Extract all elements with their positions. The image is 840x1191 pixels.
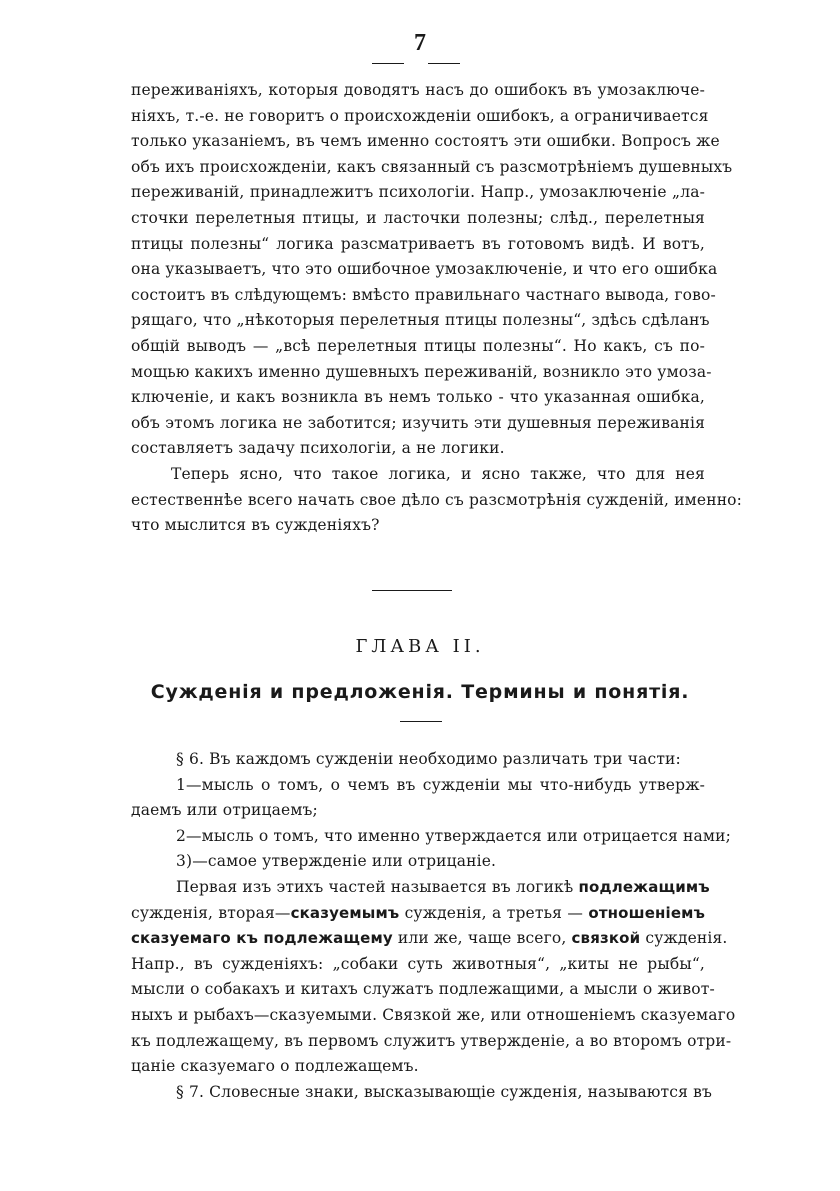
term-predicate: сказуемымъ [290, 903, 400, 922]
chapter-label: ГЛАВА II. [355, 636, 485, 657]
text-line: переживаній, принадлежитъ психологіи. Напр., умозаключеніе „ла- [131, 183, 705, 202]
text-line: объ этомъ логика не заботится; изучить эти душевныя переживанія [131, 413, 705, 432]
list-item-1: 1—мысль о томъ, о чемъ въ сужденіи мы что-нибудь утверж- [176, 775, 705, 794]
text-line: она указываетъ, что это ошибочное умозаключеніе, и что его ошибка [131, 260, 718, 279]
text-line: ключеніе, и какъ возникла въ немъ только - что указанная ошибка, [131, 388, 705, 407]
term-relation-cont: сказуемаго къ подлежащему [131, 929, 393, 948]
list-item-3: 3)—самое утвержденіе или отрицаніе. [176, 852, 497, 871]
text-line [131, 875, 710, 901]
page-number-rule-left [372, 63, 404, 64]
text-line: Напр., въ сужденіяхъ: „собаки суть животныя“, „киты не рыбы“, [131, 954, 705, 973]
term-relation: отношеніемъ [588, 903, 705, 922]
page-number-rule-right [428, 63, 460, 64]
text-line: къ подлежащему, въ первомъ служитъ утвержденіе, а во второмъ отри- [131, 1031, 732, 1050]
text-line: ніяхъ, т.-е. не говоритъ о происхожденіи ошибокъ, а ограничивается [131, 106, 709, 125]
term-subject: подлежащимъ [578, 877, 710, 896]
text-line [131, 901, 705, 927]
text-run: сужденія. [640, 929, 728, 948]
list-item-1-cont: даемъ или отрицаемъ; [131, 801, 318, 820]
section-6-heading-line: § 6. Въ каждомъ сужденіи необходимо различать три части: [176, 750, 681, 768]
text-run: или же, чаще всего, [392, 929, 572, 948]
text-line: только указаніемъ, въ чемъ именно состоятъ эти ошибки. Вопросъ же [131, 132, 720, 151]
top-paragraphs [131, 78, 743, 539]
text-line: рящаго, что „нѣкоторыя перелетныя птицы полезны“, здѣсь сдѣланъ [131, 311, 710, 330]
section-6 [131, 747, 736, 1105]
text-line: что мыслится въ сужденіяхъ? [131, 516, 380, 535]
text-line: цаніе сказуемаго о подлежащемъ. [131, 1057, 419, 1076]
text-line: естественнѣе всего начать свое дѣло съ разсмотрѣнія сужденій, именно: [131, 490, 743, 509]
text-line: мощью какихъ именно душевныхъ переживаній, возникло это умоза- [131, 362, 712, 381]
text-run: сужденія, а третья — [399, 903, 589, 922]
text-line [131, 926, 728, 952]
text-line: ныхъ и рыбахъ—сказуемыми. Связкой же, или отношеніемъ сказуемаго [131, 1005, 736, 1024]
text-line: состоитъ въ слѣдующемъ: вмѣсто правильнаго частнаго вывода, гово- [131, 285, 716, 304]
text-line: сточки перелетныя птицы, и ласточки полезны; слѣд., перелетныя [131, 208, 705, 227]
term-copula: связкой [571, 929, 641, 948]
text-line: составляетъ задачу психологіи, а не логики. [131, 439, 505, 458]
list-item-2: 2—мысль о томъ, что именно утверждается или отрицается нами; [176, 826, 731, 845]
text-line: переживаніяхъ, которыя доводятъ насъ до ошибокъ въ умозаключе- [131, 81, 705, 99]
text-line: птицы полезны“ логика разсматриваетъ въ готовомъ видѣ. И вотъ, [131, 234, 705, 253]
section-7-line: § 7. Словесные знаки, высказывающіе сужденія, называются въ [176, 1082, 712, 1101]
text-run: сужденія, вторая— [131, 903, 291, 922]
text-line: общій выводъ — „всѣ перелетныя птицы полезны“. Но какъ, съ по- [131, 336, 705, 355]
section-separator [372, 590, 452, 591]
text-run: Первая изъ этихъ частей называется въ логикѣ [176, 877, 579, 896]
page-number: 7 [414, 30, 426, 56]
text-line: Теперь ясно, что такое логика, и ясно также, что для нея [171, 464, 705, 483]
chapter-title-rule [400, 721, 442, 722]
text-line: объ ихъ происхожденіи, какъ связанный съ разсмотрѣніемъ душевныхъ [131, 157, 733, 176]
chapter-title: Сужденія и предложенія. Термины и понятія. [150, 681, 690, 703]
text-line: мысли о собакахъ и китахъ служатъ подлежащими, а мысли о живот- [131, 980, 715, 999]
